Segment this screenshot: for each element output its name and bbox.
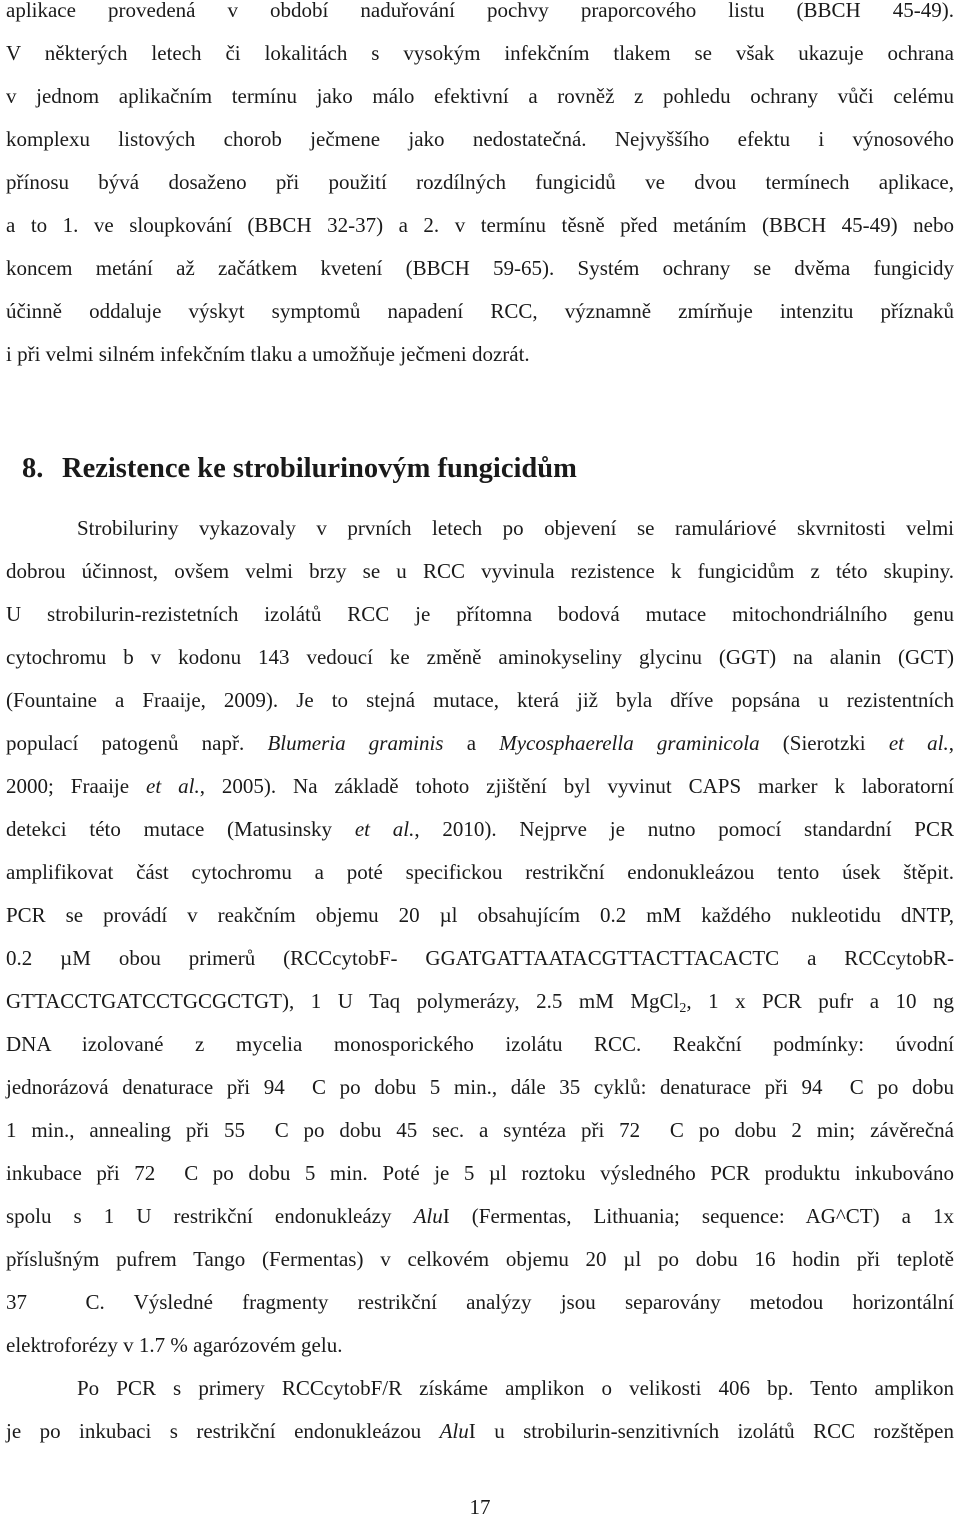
species-name: Mycosphaerella graminicola (499, 731, 760, 755)
text-line (6, 776, 954, 797)
text-run: a (443, 731, 500, 755)
text-line: Strobiluriny vykazovaly v prvních letech po objevení se ramuláriové skvrnitosti velmi (77, 516, 954, 540)
text-line: amplifikovat část cytochromu a poté specifickou restrikční endonukleázou tento úsek štěpit. (6, 860, 954, 884)
text-line: DNA izolované z mycelia monosporického izolátu RCC. Reakční podmínky: úvodní (6, 1032, 954, 1056)
text-run: I (Fermentas, Lithuania; sequence: AG^CT) a 1x (442, 1204, 954, 1228)
enzyme-name: Alu (413, 1204, 443, 1228)
text-line: U strobilurin-rezistetních izolátů RCC je přítomna bodová mutace mitochondriálního genu (6, 602, 954, 626)
text-line: jednorázová denaturace při 94 C po dobu 5 min., dále 35 cyklů: denaturace při 94 C po dobu (6, 1075, 954, 1099)
text-run: je po inkubaci s restrikční endonukleázou (6, 1419, 440, 1443)
text-line: V některých letech či lokalitách s vysokým infekčním tlakem se však ukazuje ochrana (6, 41, 954, 65)
text-line: účinně oddaluje výskyt symptomů napadení RCC, významně zmírňuje intenzitu příznaků (6, 299, 954, 323)
text-run: I u strobilurin-senzitivních izolátů RCC rozštěpen (468, 1419, 954, 1443)
text-run: detekci této mutace (Matusinsky (6, 817, 355, 841)
text-line: 0.2 µM obou primerů (RCCcytobF- GGATGATTAATACGTTACTTACACTC a RCCcytobR- (6, 946, 954, 970)
text-line: přínosu bývá dosaženo při použití rozdílných fungicidů ve dvou termínech aplikace, (6, 170, 954, 194)
text-line: inkubace při 72 C po dobu 5 min. Poté je 5 µl roztoku výsledného PCR produktu inkubováno (6, 1161, 954, 1185)
text-line: (Fountaine a Fraaije, 2009). Je to stejná mutace, která již byla dříve popsána u rezistentních (6, 688, 954, 712)
text-line (6, 1421, 954, 1442)
text-line: aplikace provedená v období naduřování pochvy praporcového listu (BBCH 45-49). (6, 0, 954, 22)
text-line: a to 1. ve sloupkování (BBCH 32-37) a 2. v termínu těsně před metáním (BBCH 45-49) nebo (6, 213, 954, 237)
text-line: dobrou účinnost, ovšem velmi brzy se u RCC vyvinula rezistence k fungicidům z této skupiny. (6, 559, 954, 583)
text-run: , 2005). Na základě tohoto zjištění byl vyvinut CAPS marker k laboratorní (199, 774, 955, 798)
citation-etal: et al. (888, 731, 949, 755)
text-line: příslušným pufrem Tango (Fermentas) v celkovém objemu 20 µl po dobu 16 hodin při teplotě (6, 1247, 954, 1271)
text-line: PCR se provádí v reakčním objemu 20 µl obsahujícím 0.2 mM každého nukleotidu dNTP, (6, 903, 954, 927)
text-line: elektroforézy v 1.7 % agarózovém gelu. (6, 1333, 343, 1357)
text-run: , (948, 731, 954, 755)
section-heading (22, 455, 577, 484)
text-line: komplexu listových chorob ječmene jako nedostatečná. Nejvyššího efektu i výnosového (6, 127, 954, 151)
text-run: , 1 x PCR pufr a 10 ng (686, 989, 954, 1013)
text-line: koncem metání až začátkem kvetení (BBCH 59-65). Systém ochrany se dvěma fungicidy (6, 256, 954, 280)
text-line: 1 min., annealing při 55 C po dobu 45 sec. a syntéza při 72 C po dobu 2 min; závěrečná (6, 1118, 954, 1142)
text-run: populací patogenů např. (6, 731, 268, 755)
text-run: (Sierotzki (759, 731, 889, 755)
text-line: cytochromu b v kodonu 143 vedoucí ke změně aminokyseliny glycinu (GGT) na alanin (GCT) (6, 645, 954, 669)
section-number: 8. (22, 453, 44, 484)
text-run: spolu s 1 U restrikční endonukleázy (6, 1204, 414, 1228)
text-line (6, 1206, 954, 1227)
text-line (6, 989, 954, 1016)
citation-etal: et al. (146, 774, 200, 798)
text-line (6, 733, 954, 754)
enzyme-name: Alu (439, 1419, 469, 1443)
subscript: 2 (679, 1001, 687, 1016)
text-line: v jednom aplikačním termínu jako málo efektivní a rovněž z pohledu ochrany vůči celému (6, 84, 954, 108)
text-run: 2000; Fraaije (6, 774, 147, 798)
text-line: 37 C. Výsledné fragmenty restrikční analýzy jsou separovány metodou horizontální (6, 1290, 954, 1314)
citation-etal: et al. (354, 817, 415, 841)
text-line: Po PCR s primery RCCcytobF/R získáme amplikon o velikosti 406 bp. Tento amplikon (77, 1376, 954, 1400)
text-run: , 2010). Nejprve je nutno pomocí standardní PCR (414, 817, 954, 841)
text-run: GTTACCTGATCCTGCGCTGT), 1 U Taq polymerázy, 2.5 mM MgCl (6, 989, 680, 1013)
species-name: Blumeria graminis (267, 731, 444, 755)
page-number: 17 (469, 1495, 491, 1519)
text-line (6, 819, 954, 840)
section-title: Rezistence ke strobilurinovým fungicidům (62, 453, 577, 484)
text-line: i při velmi silném infekčním tlaku a umožňuje ječmeni dozrát. (6, 342, 530, 366)
